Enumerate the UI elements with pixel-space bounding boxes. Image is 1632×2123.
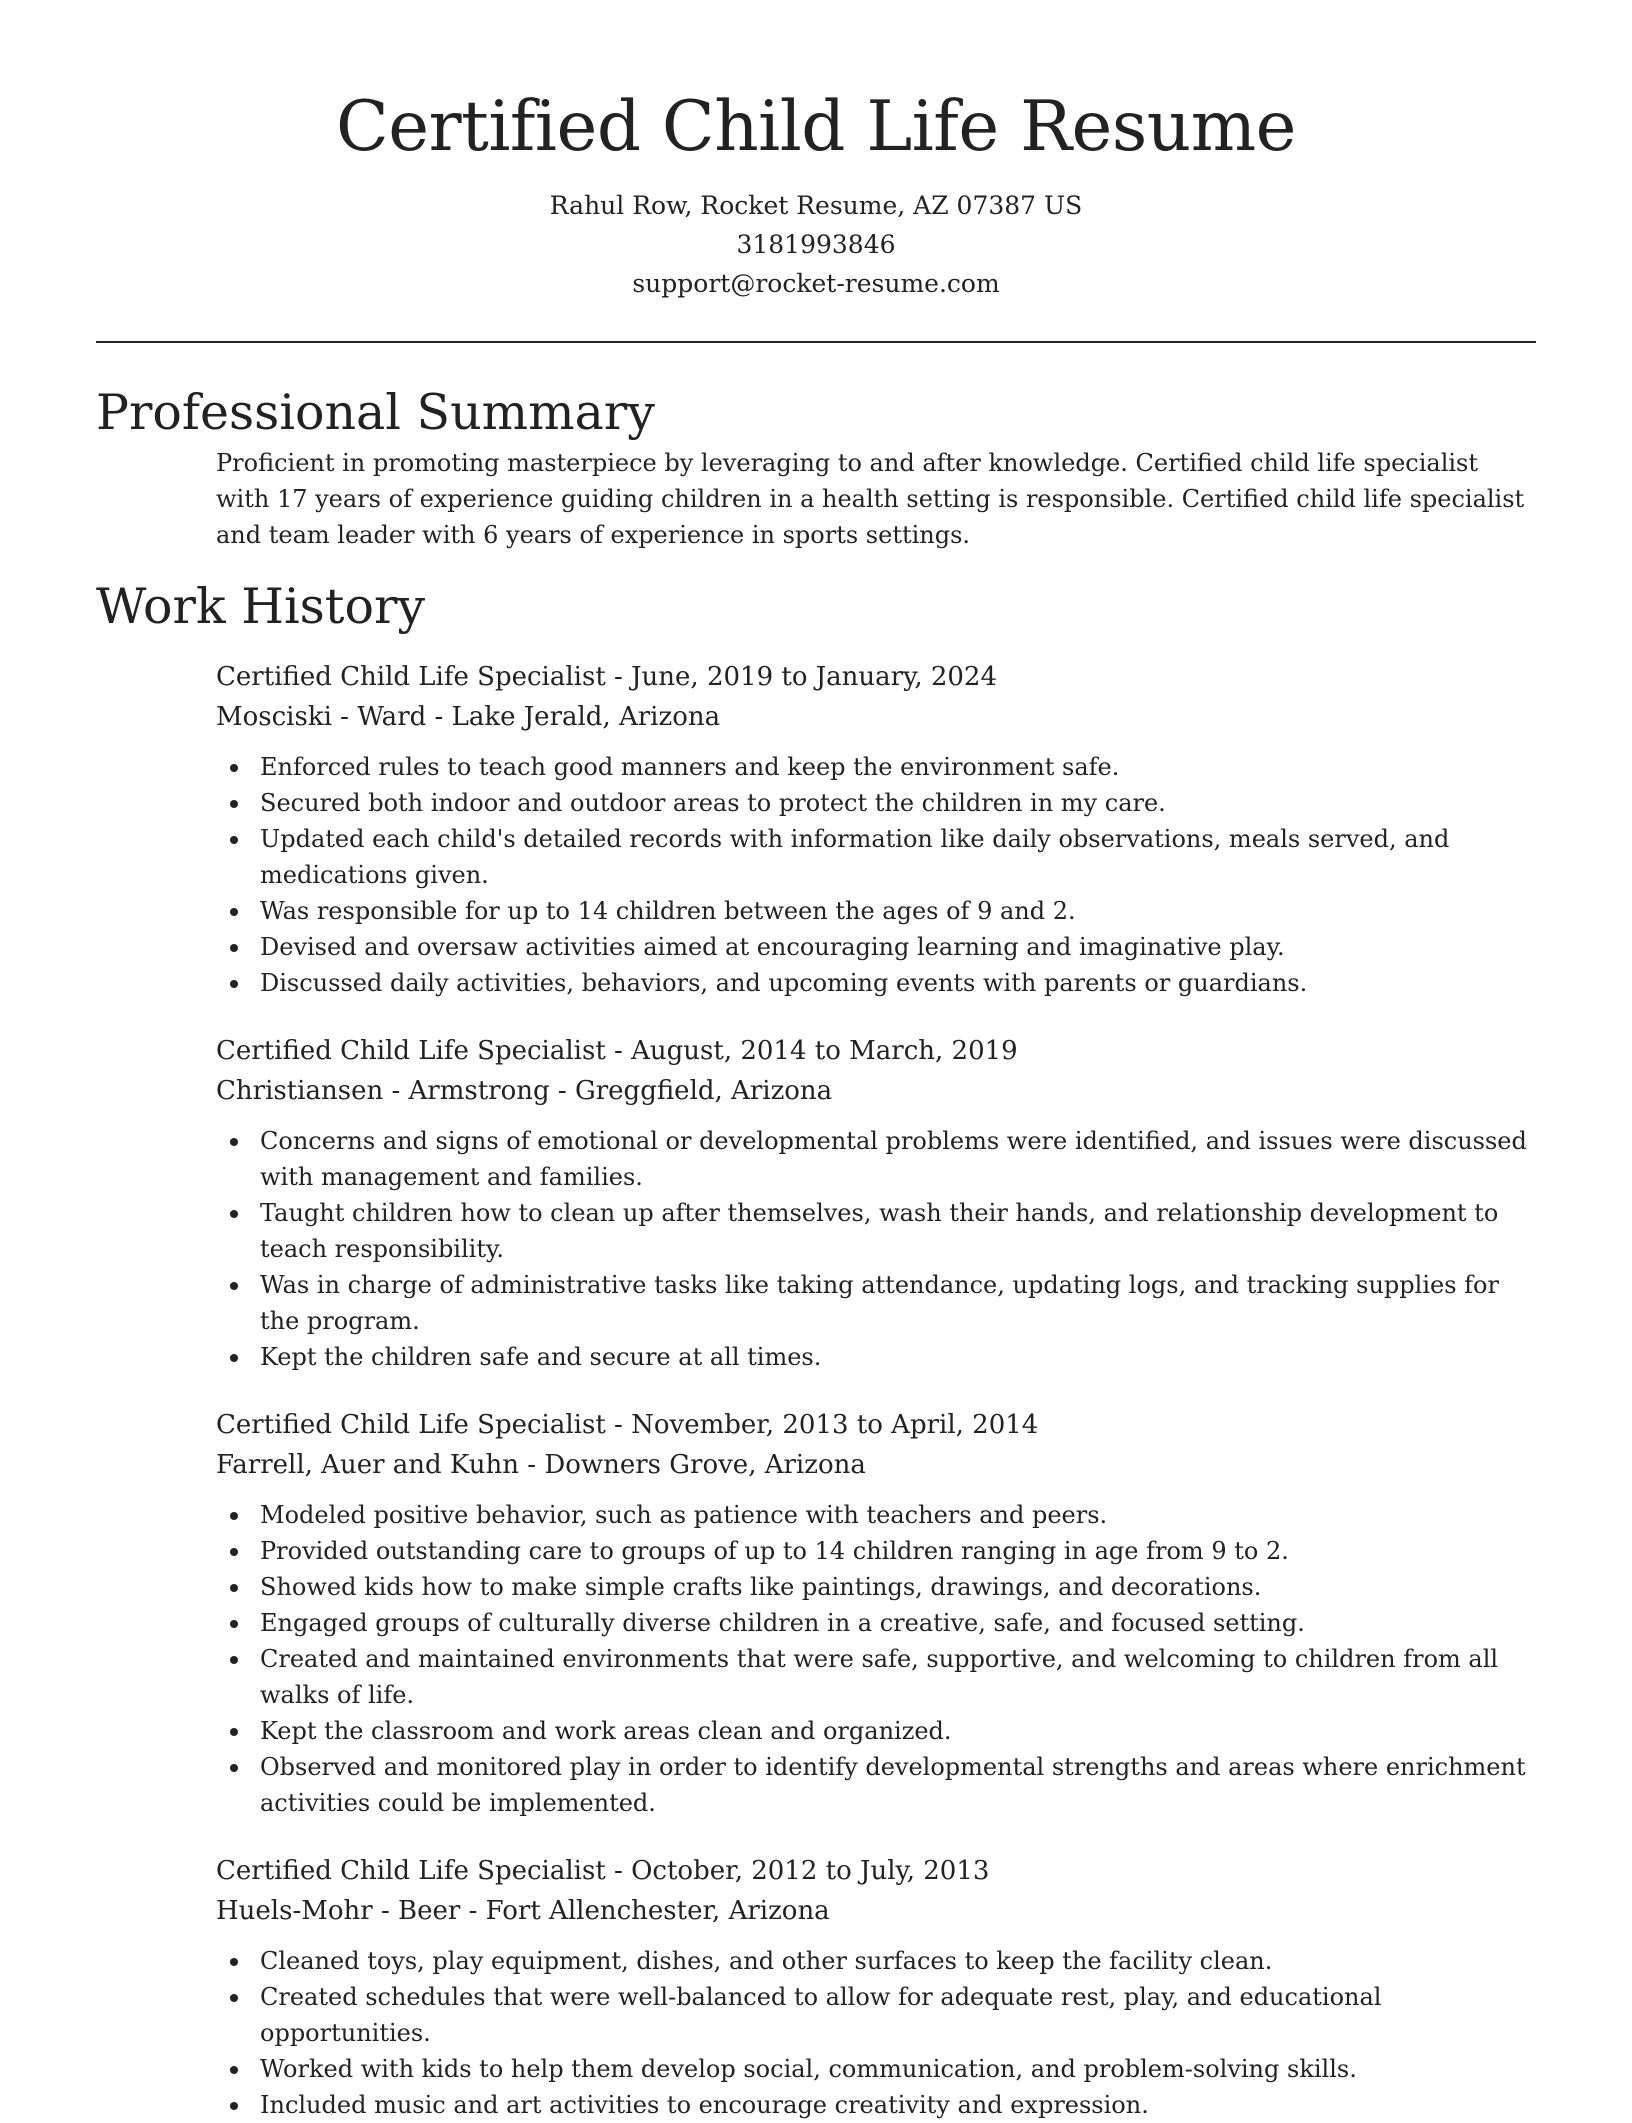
bullet-dot — [230, 2066, 238, 2074]
job-entry — [216, 1851, 1536, 2123]
bullet-item — [216, 893, 1536, 929]
job-company-line — [216, 1445, 1536, 1485]
bullet-text: Worked with kids to help them develop social, communication, and problem-solving skills. — [260, 2055, 1357, 2083]
bullet-dot — [230, 1548, 238, 1556]
summary-heading: Professional Summary — [96, 384, 655, 441]
bullet-text: Was responsible for up to 14 children between the ages of 9 and 2. — [260, 897, 1076, 925]
bullet-item — [216, 1713, 1536, 1749]
job-bullets — [216, 749, 1536, 1001]
bullet-text: Discussed daily activities, behaviors, and upcoming events with parents or guardians. — [260, 969, 1308, 997]
bullet-item — [216, 1641, 1536, 1713]
job-bullets — [216, 1943, 1536, 2123]
contact-email: support@rocket-resume.com — [632, 269, 1000, 298]
bullet-dot — [230, 1512, 238, 1520]
bullet-text: Showed kids how to make simple crafts like paintings, drawings, and decorations. — [260, 1573, 1262, 1601]
contact-block — [96, 186, 1536, 303]
bullet-dot — [230, 836, 238, 844]
job-dates: - October, 2012 to July, 2013 — [605, 1856, 990, 1886]
bullet-dot — [230, 1210, 238, 1218]
bullet-dot — [230, 1584, 238, 1592]
bullet-text: Kept the children safe and secure at all times. — [260, 1343, 822, 1371]
bullet-dot — [230, 1138, 238, 1146]
bullet-item — [216, 1497, 1536, 1533]
bullet-dot — [230, 1958, 238, 1966]
bullet-text: Cleaned toys, play equipment, dishes, and other surfaces to keep the facility clean. — [260, 1947, 1273, 1975]
summary-text: Proficient in promoting masterpiece by leveraging to and after knowledge. Certified child life specialist with 17 years of experience guiding children in a health setting is responsible. Certified child life specialist and team leader with 6 years of experience in sports settings. — [216, 449, 1525, 549]
bullet-dot — [230, 980, 238, 988]
bullet-item — [216, 2051, 1536, 2087]
job-entry — [216, 1405, 1536, 1821]
bullet-text: Engaged groups of culturally diverse children in a creative, safe, and focused setting. — [260, 1609, 1305, 1637]
bullet-dot — [230, 908, 238, 916]
bullet-item — [216, 2087, 1536, 2123]
job-location: - Lake Jerald, Arizona — [426, 702, 721, 732]
bullet-dot — [230, 1282, 238, 1290]
job-company: Christiansen - Armstrong — [216, 1076, 550, 1106]
job-title: Certified Child Life Specialist — [216, 1856, 606, 1886]
bullet-item — [216, 1749, 1536, 1821]
bullet-dot — [230, 1620, 238, 1628]
job-location: - Fort Allenchester, Arizona — [460, 1896, 830, 1926]
bullet-item — [216, 1605, 1536, 1641]
bullet-text: Concerns and signs of emotional or developmental problems were identified, and issues were discussed with management and families. — [260, 1127, 1527, 1191]
bullet-text: Secured both indoor and outdoor areas to protect the children in my care. — [260, 789, 1166, 817]
bullet-item — [216, 1123, 1536, 1195]
job-title-line — [216, 1405, 1536, 1445]
bullet-item — [216, 965, 1536, 1001]
bullet-text: Created schedules that were well-balanced to allow for adequate rest, play, and educational opportunities. — [260, 1983, 1382, 2047]
bullet-item — [216, 1943, 1536, 1979]
bullet-text: Devised and oversaw activities aimed at encouraging learning and imaginative play. — [260, 933, 1285, 961]
work-history-heading: Work History — [96, 578, 426, 635]
bullet-text: Taught children how to clean up after themselves, wash their hands, and relationship development to teach responsibility. — [260, 1199, 1499, 1263]
job-title: Certified Child Life Specialist — [216, 1036, 606, 1066]
job-dates: - November, 2013 to April, 2014 — [605, 1410, 1039, 1440]
job-company-line — [216, 697, 1536, 737]
job-title-line — [216, 1031, 1536, 1071]
bullet-text: Enforced rules to teach good manners and keep the environment safe. — [260, 753, 1120, 781]
bullet-dot — [230, 1656, 238, 1664]
contact-address: Rahul Row, Rocket Resume, AZ 07387 US — [549, 191, 1083, 220]
bullet-text: Included music and art activities to encourage creativity and expression. — [260, 2091, 1149, 2119]
bullet-item — [216, 749, 1536, 785]
bullet-text: Modeled positive behavior, such as patience with teachers and peers. — [260, 1501, 1108, 1529]
job-company: Huels-Mohr - Beer — [216, 1896, 461, 1926]
bullet-text: Created and maintained environments that were safe, supportive, and welcoming to children from all walks of life. — [260, 1645, 1499, 1709]
job-title-line — [216, 1851, 1536, 1891]
bullet-text: Kept the classroom and work areas clean and organized. — [260, 1717, 952, 1745]
bullet-dot — [230, 800, 238, 808]
bullet-dot — [230, 764, 238, 772]
job-entry — [216, 1031, 1536, 1375]
bullet-item — [216, 1569, 1536, 1605]
resume-page — [96, 0, 1536, 2119]
bullet-dot — [230, 1764, 238, 1772]
job-entry — [216, 657, 1536, 1001]
resume-title: Certified Child Life Resume — [335, 87, 1296, 167]
bullet-dot — [230, 1354, 238, 1362]
job-location: - Greggfield, Arizona — [549, 1076, 833, 1106]
bullet-item — [216, 929, 1536, 965]
bullet-item — [216, 1267, 1536, 1339]
contact-phone: 3181993846 — [736, 230, 896, 259]
bullet-item — [216, 1195, 1536, 1267]
bullet-text: Observed and monitored play in order to identify developmental strengths and areas where enrichment activities could be implemented. — [260, 1753, 1526, 1817]
job-location: - Downers Grove, Arizona — [519, 1450, 866, 1480]
bullet-item — [216, 1533, 1536, 1569]
bullet-dot — [230, 2102, 238, 2110]
job-title: Certified Child Life Specialist — [216, 1410, 606, 1440]
job-bullets — [216, 1497, 1536, 1821]
job-title: Certified Child Life Specialist — [216, 662, 606, 692]
bullet-item — [216, 821, 1536, 893]
bullet-dot — [230, 1728, 238, 1736]
job-company-line — [216, 1071, 1536, 1111]
job-dates: - June, 2019 to January, 2024 — [605, 662, 998, 692]
bullet-dot — [230, 1994, 238, 2002]
job-dates: - August, 2014 to March, 2019 — [605, 1036, 1018, 1066]
bullet-item — [216, 785, 1536, 821]
bullet-text: Was in charge of administrative tasks like taking attendance, updating logs, and tracking supplies for the program. — [260, 1271, 1499, 1335]
bullet-dot — [230, 944, 238, 952]
header-divider — [96, 341, 1536, 343]
job-company: Farrell, Auer and Kuhn — [216, 1450, 520, 1480]
job-bullets — [216, 1123, 1536, 1375]
bullet-item — [216, 1979, 1536, 2051]
job-company: Mosciski - Ward — [216, 702, 427, 732]
job-title-line — [216, 657, 1536, 697]
bullet-text: Updated each child's detailed records with information like daily observations, meals served, and medications given. — [260, 825, 1450, 889]
bullet-item — [216, 1339, 1536, 1375]
bullet-text: Provided outstanding care to groups of up to 14 children ranging in age from 9 to 2. — [260, 1537, 1289, 1565]
job-company-line — [216, 1891, 1536, 1931]
